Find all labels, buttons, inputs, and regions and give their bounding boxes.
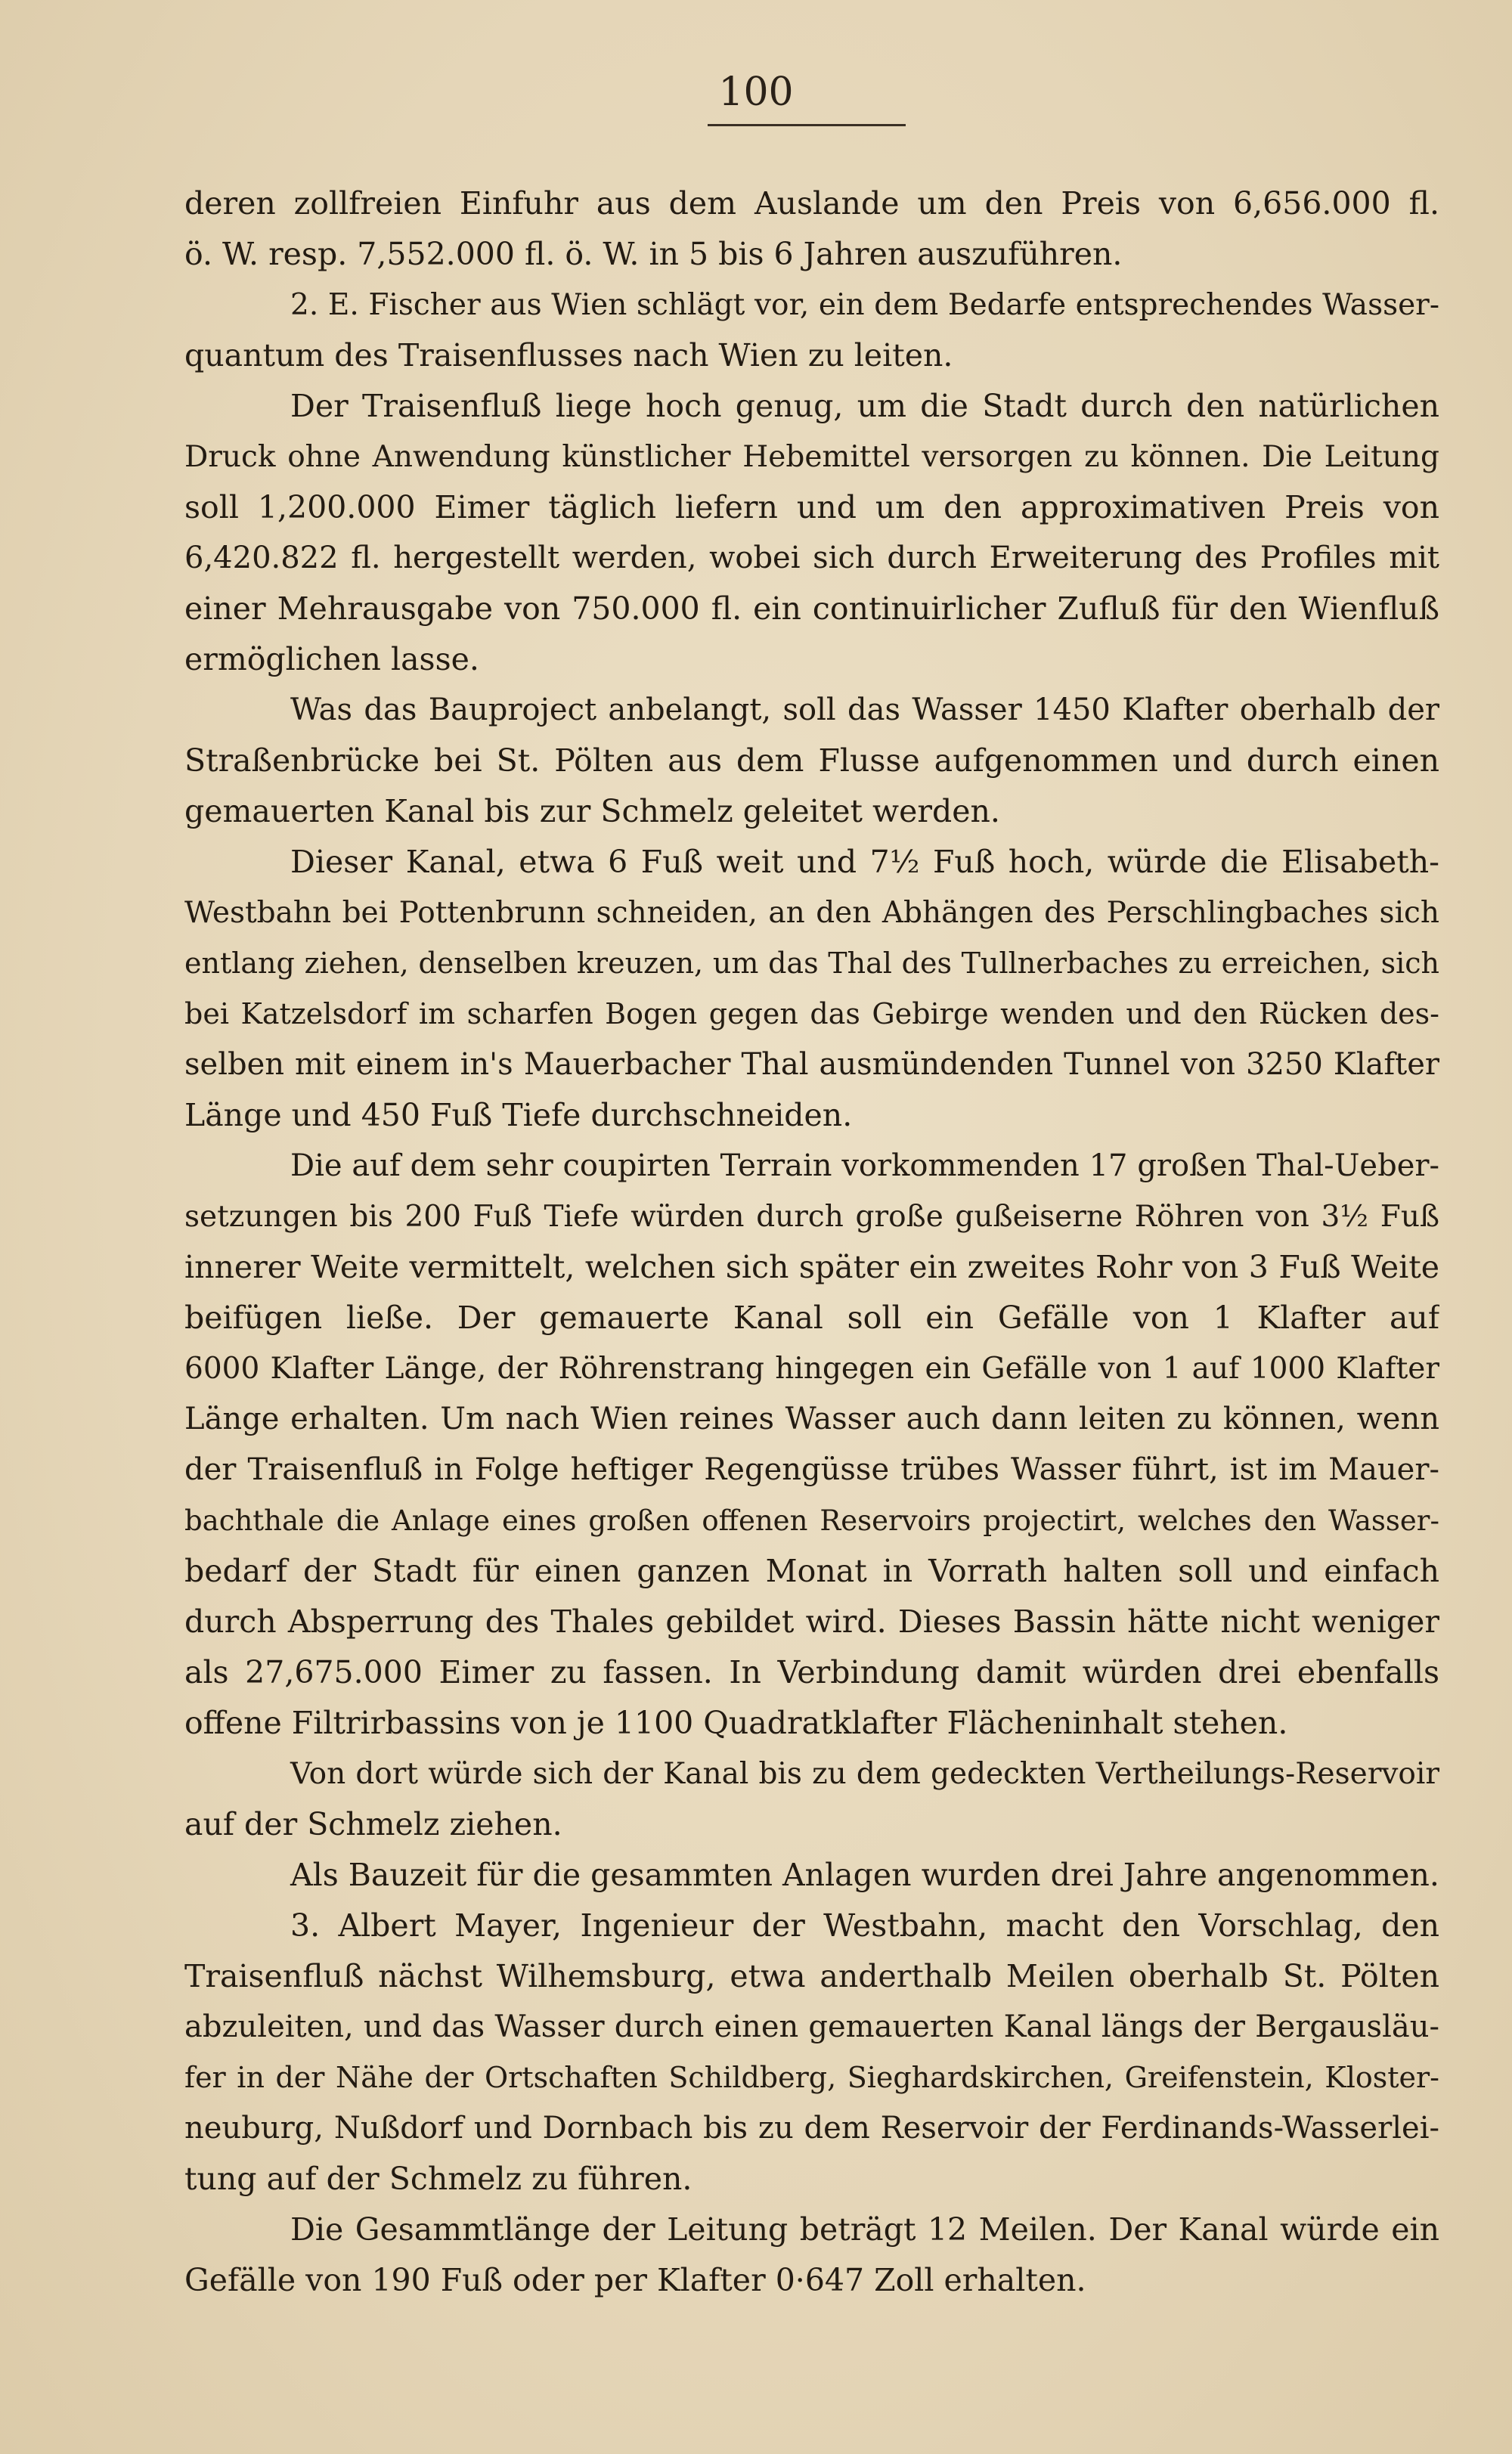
text-line: Druck ohne Anwendung künstlicher Hebemittel versorgen zu können. Die Leitung bbox=[184, 440, 1439, 474]
text-line: bei Katzelsdorf im scharfen Bogen gegen das Gebirge wenden und den Rücken des- bbox=[184, 997, 1439, 1030]
text-line: Was das Bauproject anbelangt, soll das Wasser 1450 Klafter oberhalb der bbox=[290, 693, 1439, 727]
text-line: Gefälle von 190 Fuß oder per Klafter 0·647 Zoll erhalten. bbox=[184, 2262, 1086, 2298]
text-line: abzuleiten, und das Wasser durch einen gemauerten Kanal längs der Bergausläu- bbox=[184, 2009, 1439, 2044]
text-line: 3. Albert Mayer, Ingenieur der Westbahn, macht den Vorschlag, den bbox=[290, 1907, 1439, 1944]
text-line: Länge und 450 Fuß Tiefe durchschneiden. bbox=[184, 1097, 853, 1133]
text-line: beifügen ließe. Der gemauerte Kanal soll ein Gefälle von 1 Klafter auf bbox=[184, 1300, 1439, 1336]
text-line: 2. E. Fischer aus Wien schlägt vor, ein dem Bedarfe entsprechendes Wasser- bbox=[290, 288, 1439, 322]
text-line: der Traisenfluß in Folge heftiger Regengüsse trübes Wasser führt, ist im Mauer- bbox=[184, 1452, 1439, 1487]
text-line: einer Mehrausgabe von 750.000 fl. ein continuirlicher Zufluß für den Wienfluß bbox=[184, 590, 1439, 627]
header-rule bbox=[708, 124, 906, 126]
text-line: auf der Schmelz ziehen. bbox=[184, 1806, 562, 1842]
text-line: als 27,675.000 Eimer zu fassen. In Verbindung damit würden drei ebenfalls bbox=[184, 1654, 1439, 1690]
text-line: Die auf dem sehr coupirten Terrain vorkommenden 17 großen Thal-Ueber- bbox=[290, 1148, 1439, 1183]
text-line: Straßenbrücke bei St. Pölten aus dem Flusse aufgenommen und durch einen bbox=[184, 742, 1439, 779]
text-line: tung auf der Schmelz zu führen. bbox=[184, 2161, 692, 2197]
text-line: gemauerten Kanal bis zur Schmelz geleitet werden. bbox=[184, 793, 1000, 829]
page-number: 100 bbox=[718, 70, 794, 115]
text-line: 6,420.822 fl. hergestellt werden, wobei sich durch Erweiterung des Profiles mit bbox=[184, 541, 1439, 575]
text-line: quantum des Traisenflusses nach Wien zu leiten. bbox=[184, 337, 953, 373]
body-text bbox=[184, 178, 1439, 2306]
text-line: Dieser Kanal, etwa 6 Fuß weit und 7½ Fuß hoch, würde die Elisabeth- bbox=[290, 844, 1439, 880]
text-line: durch Absperrung des Thales gebildet wird. Dieses Bassin hätte nicht weniger bbox=[184, 1603, 1439, 1640]
text-line: 6000 Klafter Länge, der Röhrenstrang hingegen ein Gefälle von 1 auf 1000 Klafter bbox=[184, 1352, 1439, 1386]
text-line: setzungen bis 200 Fuß Tiefe würden durch große gußeiserne Röhren von 3½ Fuß bbox=[184, 1200, 1439, 1234]
text-line: Von dort würde sich der Kanal bis zu dem gedeckten Vertheilungs-Reservoir bbox=[290, 1757, 1439, 1791]
text-line: ermöglichen lasse. bbox=[184, 641, 479, 677]
text-line: Westbahn bei Pottenbrunn schneiden, an den Abhängen des Perschlingbaches sich bbox=[184, 896, 1439, 930]
text-line: Der Traisenfluß liege hoch genug, um die Stadt durch den natürlichen bbox=[290, 388, 1439, 424]
text-line: neuburg, Nußdorf und Dornbach bis zu dem Reservoir der Ferdinands-Wasserlei- bbox=[184, 2111, 1439, 2146]
text-line: Länge erhalten. Um nach Wien reines Wasser auch dann leiten zu können, wenn bbox=[184, 1402, 1439, 1436]
text-line: entlang ziehen, denselben kreuzen, um das Thal des Tullnerbaches zu erreichen, sich bbox=[184, 947, 1439, 980]
text-line: soll 1,200.000 Eimer täglich liefern und um den approximativen Preis von bbox=[184, 489, 1439, 525]
text-line: Als Bauzeit für die gesammten Anlagen wurden drei Jahre angenommen. bbox=[290, 1857, 1439, 1893]
text-line: offene Filtrirbassins von je 1100 Quadratklafter Flächeninhalt stehen. bbox=[184, 1705, 1288, 1741]
text-line: fer in der Nähe der Ortschaften Schildberg, Sieghardskirchen, Greifenstein, Kloster- bbox=[184, 2061, 1439, 2094]
text-line: Die Gesammtlänge der Leitung beträgt 12 Meilen. Der Kanal würde ein bbox=[290, 2211, 1439, 2248]
text-line: Traisenfluß nächst Wilhemsburg, etwa anderthalb Meilen oberhalb St. Pölten bbox=[184, 1958, 1439, 1994]
text-line: ö. W. resp. 7,552.000 fl. ö. W. in 5 bis 6 Jahren auszuführen. bbox=[184, 236, 1123, 272]
text-line: innerer Weite vermittelt, welchen sich später ein zweites Rohr von 3 Fuß Weite bbox=[184, 1249, 1439, 1285]
text-line: bedarf der Stadt für einen ganzen Monat in Vorrath halten soll und einfach bbox=[184, 1553, 1439, 1589]
text-line: deren zollfreien Einfuhr aus dem Auslande um den Preis von 6,656.000 fl. bbox=[184, 185, 1439, 222]
text-line: bachthale die Anlage eines großen offenen Reservoirs projectirt, welches den Wasser- bbox=[184, 1504, 1439, 1537]
text-line: selben mit einem in's Mauerbacher Thal ausmündenden Tunnel von 3250 Klafter bbox=[184, 1047, 1439, 1082]
